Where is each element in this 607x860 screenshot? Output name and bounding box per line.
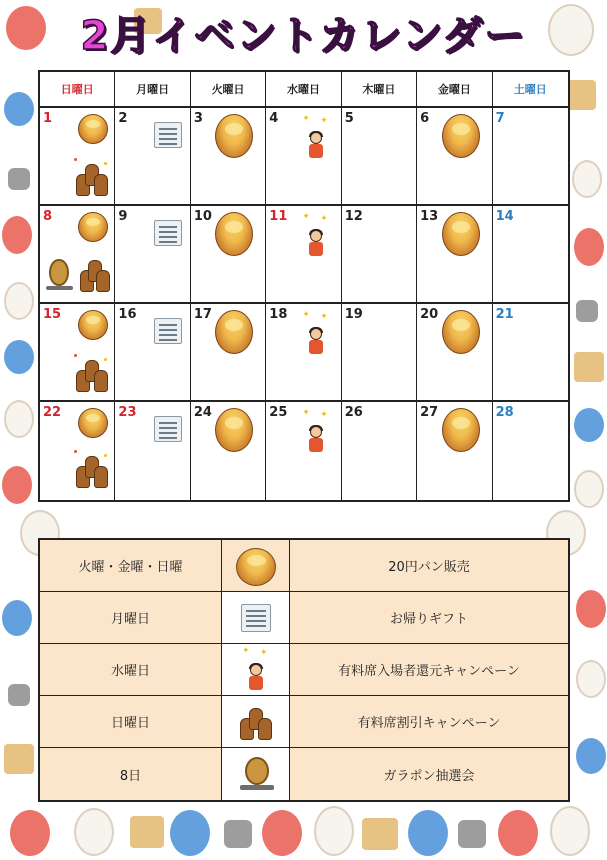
blue-oni-icon [408,810,448,856]
gift-ticket-icon [154,122,182,148]
calendar-day-cell [342,206,417,304]
gift-ticket-icon [154,318,182,344]
red-oni-icon [10,810,50,856]
bread-icon [442,408,480,452]
bread-icon [215,212,253,256]
blue-oni-icon [4,92,34,126]
oni-club-icon [224,820,252,848]
legend-days: 水曜日 [40,644,222,696]
weekday-header-friday: 金曜日 [417,72,492,108]
cheering-person-icon: ✦ ✦ [300,114,332,162]
calendar-day-cell [417,206,492,304]
gift-ticket-icon [241,604,271,632]
cheering-person-icon: ✦ ✦ [300,408,332,456]
day-number: 15 [43,307,62,322]
garapon-lottery-icon [238,754,276,794]
day-number: 8 [43,209,53,224]
horse-group-icon [74,448,110,492]
legend-days: 火曜・金曜・日曜 [40,540,222,592]
red-oni-icon [576,590,606,628]
blue-oni-icon [2,600,32,636]
weekday-header-thursday: 木曜日 [342,72,417,108]
okame-mask-icon [4,400,34,438]
bread-icon [215,408,253,452]
day-number: 4 [269,111,279,126]
legend-event: 有料席入場者還元キャンペーン [290,644,568,696]
calendar-day-cell [342,402,417,500]
day-number: 27 [420,405,439,420]
day-number: 19 [344,307,363,322]
okame-mask-icon [572,160,602,198]
day-number: 7 [495,111,505,126]
bean-box-icon [566,80,596,110]
calendar-day-cell [266,206,341,304]
day-number: 28 [495,405,514,420]
okame-mask-icon [314,806,354,856]
legend-event: お帰りギフト [290,592,568,644]
okame-mask-icon [574,470,604,508]
calendar-day-cell [342,108,417,206]
day-number: 14 [495,209,514,224]
day-number: 25 [269,405,288,420]
day-number: 9 [118,209,128,224]
day-number: 3 [193,111,203,126]
calendar-day-cell [40,108,115,206]
legend-days: 月曜日 [40,592,222,644]
garapon-lottery-icon [44,256,74,294]
bean-box-icon [4,744,34,774]
calendar-day-cell [417,304,492,402]
day-number: 13 [420,209,439,224]
day-number: 5 [344,111,354,126]
bean-box-icon [130,816,164,848]
calendar-day-cell [115,402,190,500]
calendar-day-cell [266,304,341,402]
horse-group-icon [74,156,110,200]
okame-mask-icon [74,808,114,856]
calendar-day-cell [342,304,417,402]
day-number: 1 [43,111,53,126]
red-oni-icon [2,216,32,254]
okame-mask-icon [576,660,606,698]
horse-group-icon [238,700,274,744]
day-number: 12 [344,209,363,224]
calendar-grid [38,70,570,502]
oni-club-icon [8,684,30,706]
calendar-day-cell [493,108,568,206]
legend-icon-cell [222,748,290,800]
cheering-person-icon: ✦ ✦ [240,646,272,694]
gift-ticket-icon [154,416,182,442]
day-number: 21 [495,307,514,322]
calendar-day-cell [115,304,190,402]
legend-days: 8日 [40,748,222,800]
bread-icon [236,548,276,586]
weekday-header-monday: 月曜日 [115,72,190,108]
blue-oni-icon [4,340,34,374]
red-oni-icon [262,810,302,856]
day-number: 22 [43,405,62,420]
legend-icon-cell [222,644,290,696]
legend-icon-cell [222,592,290,644]
day-number: 23 [118,405,137,420]
calendar-day-cell [40,304,115,402]
okame-mask-icon [4,282,34,320]
day-number: 18 [269,307,288,322]
legend-event: 20円パン販売 [290,540,568,592]
oni-club-icon [8,168,30,190]
cheering-person-icon: ✦ ✦ [300,212,332,260]
weekday-header-wednesday: 水曜日 [266,72,341,108]
calendar-day-cell [115,206,190,304]
red-oni-icon [2,466,32,504]
legend-event: 有料席割引キャンペーン [290,696,568,748]
day-number: 24 [193,405,212,420]
calendar-day-cell [493,402,568,500]
red-oni-icon [574,228,604,266]
legend-days: 日曜日 [40,696,222,748]
oni-club-icon [458,820,486,848]
bean-box-icon [362,818,398,850]
legend-icon-cell [222,540,290,592]
calendar-day-cell [417,402,492,500]
page-title: 2月イベントカレンダー [80,13,527,59]
calendar-day-cell [40,402,115,500]
calendar-day-cell [417,108,492,206]
bread-icon [215,114,253,158]
day-number: 2 [118,111,128,126]
calendar-day-cell [40,206,115,304]
day-number: 20 [420,307,439,322]
weekday-header-saturday: 土曜日 [493,72,568,108]
bread-icon [442,310,480,354]
bean-box-icon [574,352,604,382]
calendar-day-cell [191,108,266,206]
calendar-day-cell [266,402,341,500]
day-number: 26 [344,405,363,420]
bread-icon [78,212,108,242]
horse-group-icon [74,352,110,396]
bread-icon [442,212,480,256]
bread-icon [215,310,253,354]
weekday-header-sunday: 日曜日 [40,72,115,108]
cheering-person-icon: ✦ ✦ [300,310,332,358]
day-number: 11 [269,209,288,224]
okame-mask-icon [550,806,590,856]
legend-icon-cell [222,696,290,748]
legend-event: ガラポン抽選会 [383,768,475,784]
calendar-day-cell [115,108,190,206]
calendar-day-cell [191,304,266,402]
day-number: 6 [420,111,430,126]
blue-oni-icon [576,738,606,774]
weekday-header-tuesday: 火曜日 [191,72,266,108]
calendar-day-cell [493,304,568,402]
calendar-day-cell [266,108,341,206]
oni-club-icon [576,300,598,322]
bread-icon [78,408,108,438]
bread-icon [442,114,480,158]
horse-group-icon [78,252,112,298]
event-legend-table [38,538,570,802]
blue-oni-icon [170,810,210,856]
day-number: 10 [193,209,212,224]
gift-ticket-icon [154,220,182,246]
red-oni-icon [498,810,538,856]
day-number: 16 [118,307,137,322]
blue-oni-icon [574,408,604,442]
bread-icon [78,114,108,144]
bread-icon [78,310,108,340]
calendar-day-cell [493,206,568,304]
calendar-day-cell [191,206,266,304]
day-number: 17 [193,307,212,322]
calendar-day-cell [191,402,266,500]
